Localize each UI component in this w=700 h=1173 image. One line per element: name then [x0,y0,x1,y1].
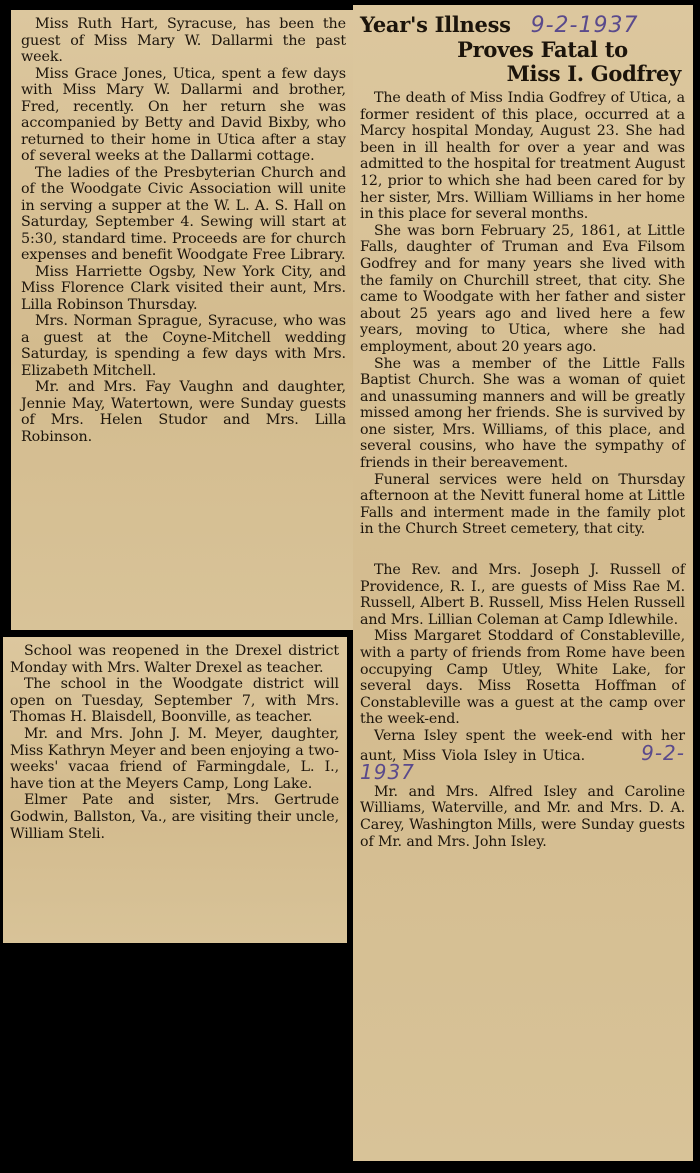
clipping-left-top [11,10,354,630]
handwritten-date-top: 9-2-1937 [530,13,639,38]
news-item-drexel-school: School was reopened in the Drexel district Monday with Mrs. Walter Drexel as teacher. [10,643,339,676]
clipping-left-bottom [3,637,347,943]
headline-line-3: Miss I. Godfrey [506,61,681,86]
news-item-presbyterian-supper: The ladies of the Presbyterian Church and of the Woodgate Civic Association will unite in serving a supper at the W. L. A. S. Hall on Saturday, September 4. Sewing will start at 5:30, standard time. Proceeds are for church expenses and benefit Woodgate Free Library. [21,164,346,263]
obituary-para-3: She was a member of the Little Falls Baptist Church. She was a woman of quiet and unassuming manners and will be greatly missed among her friends. She is survived by one sister, Mrs. Williams, of this place, and several cousins, who have the sympathy of friends in their bereavement. [360,355,685,472]
clipping-right [353,5,693,1161]
news-item-vaughn: Mr. and Mrs. Fay Vaughn and daughter, Jennie May, Watertown, were Sunday guests of Mrs. Helen Studor and Mrs. Lilla Robinson. [21,379,346,445]
news-item-sprague: Mrs. Norman Sprague, Syracuse, who was a guest at the Coyne-Mitchell wedding Saturday, is spending a few days with Mrs. Elizabeth Mitchell. [21,313,346,379]
news-item-alfred-isley: Mr. and Mrs. Alfred Isley and Caroline Williams, Waterville, and Mr. and Mrs. D. A. Carey, Washington Mills, were Sunday guests of Mr. and Mrs. John Isley. [360,783,685,850]
handwritten-date-inline: 9-2-1937 [360,740,685,785]
news-item-meyer: Mr. and Mrs. John J. M. Meyer, daughter, Miss Kathryn Meyer and been enjoying a two-weeks' vacaa friend of Farmingdale, L. I., have tion at the Meyers Camp, Long Lake. [10,725,339,792]
obituary-para-1: The death of Miss India Godfrey of Utica, a former resident of this place, occurred at a Marcy hospital Monday, August 23. She had been in ill health for over a year and was admitted to the hospital for treatment August 12, prior to which she had been cared for by her sister, Mrs. William Williams in her home in this place for several months. [360,90,685,223]
news-item-hart: Miss Ruth Hart, Syracuse, has been the guest of Miss Mary W. Dallarmi the past week. [21,16,346,65]
verna-text: Verna Isley spent the week-end with her aunt, Miss Viola Isley in Utica. [360,727,685,764]
headline-text-1: Year's Illness [360,12,511,37]
obituary-para-4: Funeral services were held on Thursday afternoon at the Nevitt funeral home at Little Falls and interment made in the family plot in the Church Street cemetery, that city. [360,471,685,538]
news-item-russell: The Rev. and Mrs. Joseph J. Russell of Providence, R. I., are guests of Miss Rae M. Russell, Albert B. Russell, Miss Helen Russell and Mrs. Lillian Coleman at Camp Idlewhile. [360,562,685,628]
news-item-woodgate-school: The school in the Woodgate district will open on Tuesday, September 7, with Mrs. Thomas H. Blaisdell, Boonville, as teacher. [10,676,339,726]
obituary-para-2: She was born February 25, 1861, at Little Falls, daughter of Truman and Eva Filsom Godfrey and for many years she lived with the family on Churchill street, that city. She came to Woodgate with her father and sister about 25 years ago and lived here a few years, moving to Utica, where she had employment, about 20 years ago. [360,222,685,355]
headline-line-2: Proves Fatal to [457,37,628,62]
section-gap [360,538,685,562]
news-item-jones: Miss Grace Jones, Utica, spent a few days with Miss Mary W. Dallarmi and brother, Fred, recently. On her return she was accompanied by Betty and David Bixby, who returned to their home in Utica after a stay of several weeks at the Dallarmi cottage. [21,65,346,164]
news-item-verna-isley [360,728,685,784]
news-item-ogsby: Miss Harriette Ogsby, New York City, and Miss Florence Clark visited their aunt, Mrs. Lilla Robinson Thursday. [21,263,346,313]
news-item-stoddard: Miss Margaret Stoddard of Constableville, with a party of friends from Rome have been occupying Camp Utley, White Lake, for several days. Miss Rosetta Hoffman of Constableville was a guest at the camp over the week-end. [360,628,685,728]
headline-line-1 [360,13,685,38]
news-item-pate: Elmer Pate and sister, Mrs. Gertrude Godwin, Ballston, Va., are visiting their uncle, William Steli. [10,792,339,842]
